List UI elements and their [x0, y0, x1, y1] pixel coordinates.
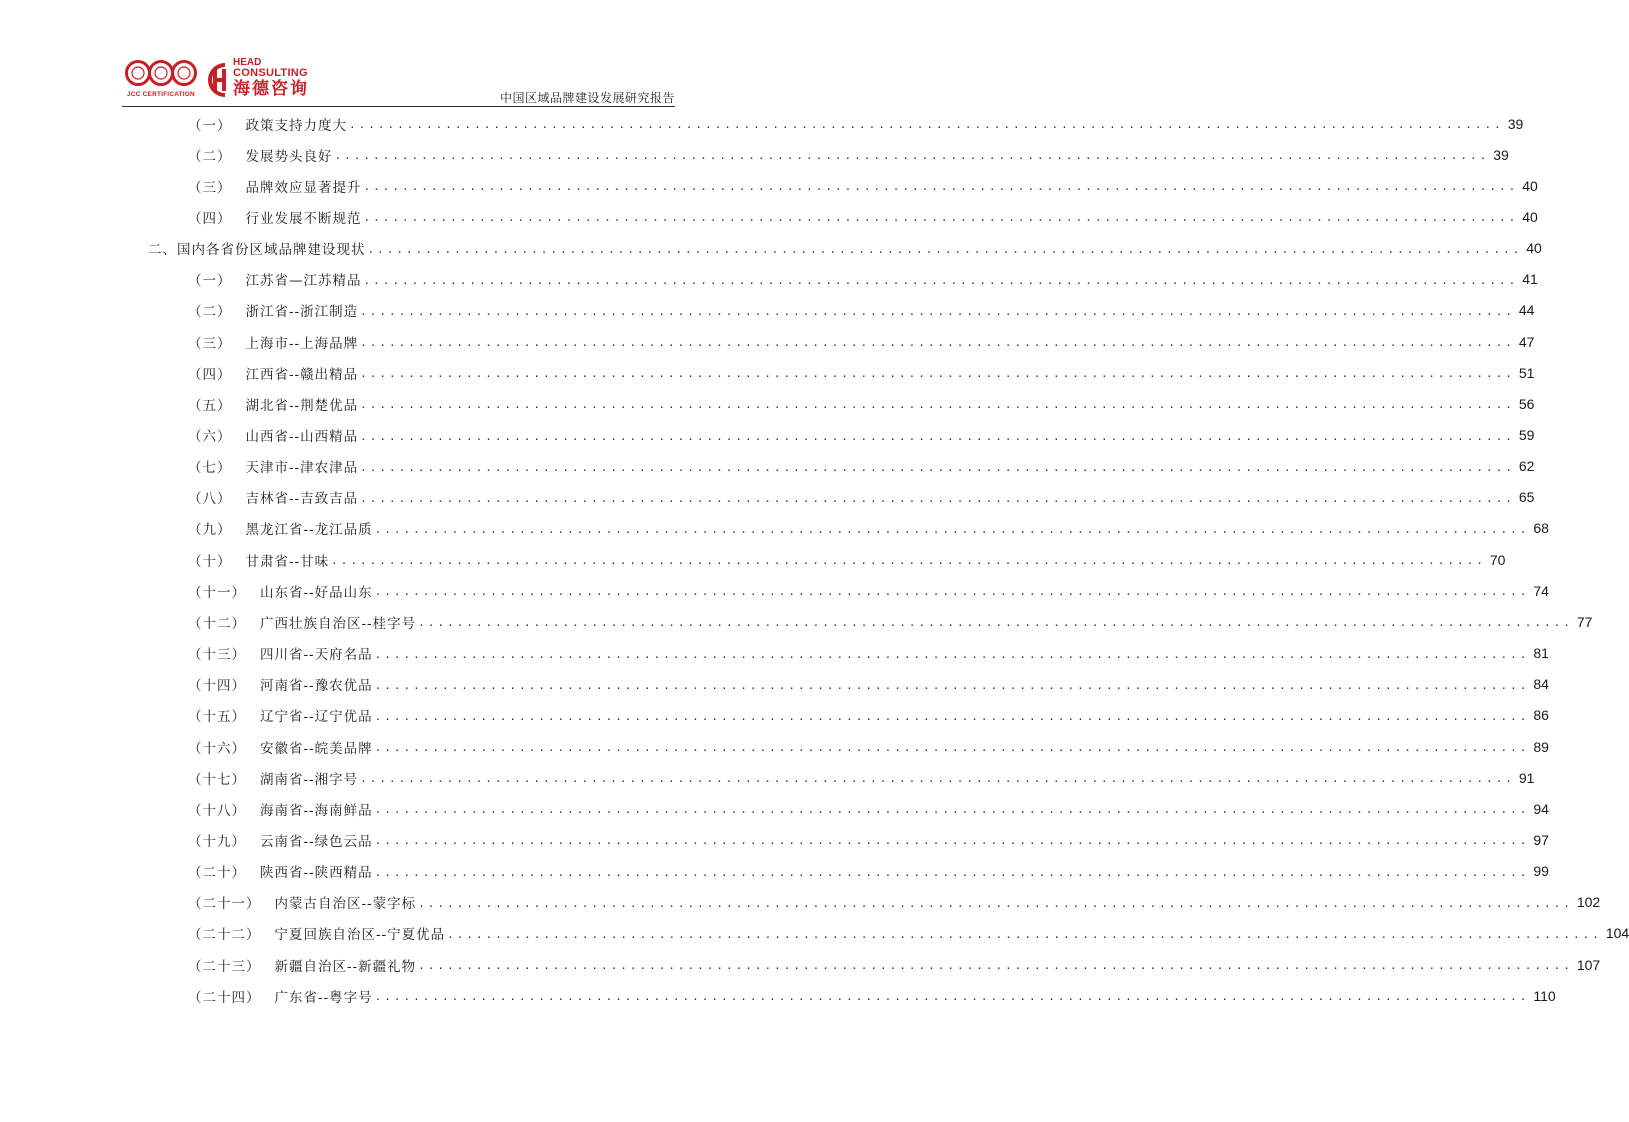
toc-entry-page-number: 104 — [1605, 925, 1629, 942]
toc-dot-leader: ........................................................................................................................ — [374, 709, 1530, 723]
toc-entry-page-number: 68 — [1533, 520, 1549, 537]
toc-entry-page-number: 56 — [1518, 395, 1535, 412]
toc-entry-title: 河南省--豫农优品 — [260, 678, 373, 695]
toc-dot-leader: ........................................................................................................................ — [360, 304, 1515, 318]
toc-entry[interactable] — [148, 233, 1542, 264]
toc-entry-number: （二） — [188, 148, 232, 165]
toc-entry-number: （四） — [188, 366, 232, 383]
toc-entry[interactable] — [188, 700, 1549, 731]
toc-entry-page-number: 89 — [1533, 738, 1549, 755]
toc-dot-leader: ........................................................................................................................ — [374, 803, 1530, 817]
toc-dot-leader: ........................................................................................................................ — [418, 616, 1573, 630]
toc-dot-leader: ........................................................................................................................ — [374, 522, 1530, 536]
toc-entry-number: 二、 — [148, 242, 177, 259]
toc-entry-number: （十九） — [188, 833, 246, 850]
toc-dot-leader: ........................................................................................................................ — [360, 772, 1515, 786]
toc-entry-title: 新疆自治区--新疆礼物 — [274, 958, 417, 975]
toc-entry-title: 广东省--粤字号 — [274, 989, 373, 1006]
toc-dot-leader: ........................................................................................................................ — [374, 741, 1530, 754]
toc-entry-title: 云南省--绿色云品 — [260, 833, 373, 850]
toc-entry-title: 宁夏回族自治区--宁夏优品 — [274, 927, 446, 944]
toc-dot-leader: ........................................................................................................................ — [418, 959, 1573, 973]
toc-dot-leader: ........................................................................................................................ — [374, 678, 1530, 692]
toc-entry-title: 政策支持力度大 — [245, 117, 347, 134]
toc-entry-page-number: 74 — [1533, 582, 1549, 599]
toc-entry[interactable] — [188, 793, 1549, 824]
toc-entry[interactable] — [188, 357, 1535, 388]
head-consulting-h-logo-icon — [205, 60, 233, 100]
triple-ring-logo-icon — [124, 58, 198, 92]
toc-dot-leader: ........................................................................................................................ — [447, 927, 1602, 941]
toc-entry-number: （二十二） — [188, 927, 261, 944]
toc-dot-leader: ........................................................................................................................ — [360, 460, 1515, 474]
toc-entry-number: （二十） — [188, 865, 246, 882]
toc-entry-page-number: 65 — [1518, 489, 1535, 506]
toc-entry[interactable] — [188, 482, 1535, 513]
brand-name-en-line1: HEAD — [233, 57, 262, 68]
toc-entry-title: 安徽省--皖美品牌 — [260, 740, 373, 757]
toc-entry-title: 山西省--山西精品 — [245, 429, 359, 445]
toc-entry[interactable] — [188, 638, 1549, 669]
toc-dot-leader: ........................................................................................................................ — [334, 149, 1490, 163]
toc-entry-page-number: 110 — [1533, 987, 1556, 1004]
toc-entry-number: （二） — [188, 304, 232, 321]
toc-entry[interactable] — [188, 980, 1556, 1011]
header-divider — [122, 106, 675, 107]
toc-dot-leader: ........................................................................................................................ — [374, 585, 1530, 599]
toc-entry-number: （四） — [188, 210, 232, 227]
jcc-certification-logo — [124, 58, 198, 102]
toc-dot-leader: ........................................................................................................................ — [363, 273, 1519, 287]
toc-entry-number: （十） — [188, 553, 232, 570]
toc-entry[interactable] — [188, 856, 1549, 887]
toc-entry-title: 海南省--海南鲜品 — [260, 802, 373, 819]
toc-entry[interactable] — [188, 731, 1549, 762]
toc-entry-number: （二十一） — [188, 896, 261, 913]
toc-entry-number: （二十四） — [188, 989, 261, 1006]
toc-entry-page-number: 91 — [1518, 769, 1535, 786]
toc-entry[interactable] — [188, 170, 1538, 201]
brand-name-cn: 海德咨询 — [233, 79, 309, 99]
toc-entry[interactable] — [188, 139, 1509, 170]
toc-entry-number: （二十三） — [188, 958, 261, 975]
toc-entry-page-number: 44 — [1518, 302, 1535, 319]
toc-entry[interactable] — [188, 451, 1535, 482]
toc-entry[interactable] — [188, 201, 1538, 232]
toc-entry-page-number: 99 — [1533, 863, 1549, 880]
toc-entry-title: 内蒙古自治区--蒙字标 — [274, 896, 417, 913]
toc-entry-title: 浙江省--浙江制造 — [245, 304, 359, 321]
toc-entry-number: （三） — [188, 179, 232, 196]
toc-entry-title: 广西壮族自治区--桂字号 — [260, 615, 417, 632]
toc-entry-page-number: 97 — [1533, 831, 1549, 848]
brand-name-en-line2: CONSULTING — [233, 67, 308, 79]
page-header — [0, 0, 793, 110]
toc-entry[interactable] — [188, 918, 1629, 949]
toc-entry-title: 辽宁省--辽宁优品 — [260, 709, 373, 726]
toc-entry-title: 甘肃省--甘味 — [245, 553, 330, 570]
toc-entry[interactable] — [188, 264, 1538, 295]
toc-entry-number: （五） — [188, 397, 232, 414]
toc-entry[interactable] — [188, 762, 1535, 793]
toc-entry-page-number: 86 — [1533, 707, 1549, 724]
toc-entry-page-number: 81 — [1533, 645, 1549, 662]
toc-entry-title: 品牌效应显著提升 — [245, 179, 362, 196]
toc-entry-page-number: 39 — [1493, 146, 1509, 163]
toc-entry-title: 行业发展不断规范 — [245, 210, 362, 227]
toc-entry[interactable] — [188, 108, 1524, 139]
toc-dot-leader: ........................................................................................................................ — [374, 865, 1530, 879]
toc-entry-page-number: 70 — [1489, 551, 1506, 568]
toc-entry-page-number: 84 — [1533, 676, 1549, 693]
toc-entry-title: 国内各省份区域品牌建设现状 — [177, 242, 366, 259]
toc-entry-page-number: 47 — [1518, 333, 1535, 350]
toc-entry-title: 黑龙江省--龙江品质 — [245, 522, 373, 539]
toc-entry-number: （一） — [188, 273, 232, 290]
toc-entry[interactable] — [188, 824, 1549, 855]
toc-entry[interactable] — [188, 513, 1549, 544]
toc-entry-page-number: 40 — [1522, 177, 1538, 194]
toc-dot-leader: ........................................................................................................................ — [331, 554, 1486, 568]
toc-entry-page-number: 59 — [1518, 427, 1535, 443]
toc-entry[interactable] — [188, 388, 1535, 419]
toc-entry-page-number: 51 — [1518, 364, 1535, 381]
toc-entry-title: 陕西省--陕西精品 — [260, 865, 373, 882]
toc-entry-title: 山东省--好品山东 — [260, 584, 373, 601]
toc-entry[interactable] — [188, 575, 1549, 606]
toc-dot-leader: ........................................................................................................................ — [360, 367, 1515, 381]
toc-dot-leader: ........................................................................................................................ — [367, 242, 1523, 256]
toc-dot-leader: ........................................................................................................................ — [363, 211, 1519, 225]
toc-entry-page-number: 94 — [1533, 800, 1549, 817]
toc-entry-page-number: 62 — [1518, 458, 1535, 475]
toc-dot-leader: ........................................................................................................................ — [374, 990, 1530, 1004]
toc-entry-number: （九） — [188, 522, 232, 539]
toc-entry-number: （七） — [188, 460, 232, 477]
toc-entry-page-number: 39 — [1507, 115, 1524, 132]
toc-entry[interactable] — [188, 949, 1601, 980]
toc-entry-number: （六） — [188, 429, 232, 445]
toc-entry-page-number: 40 — [1526, 240, 1542, 257]
toc-entry-title: 湖北省--荆楚优品 — [245, 397, 359, 414]
toc-entry-number: （十一） — [188, 584, 246, 601]
toc-dot-leader: ........................................................................................................................ — [360, 491, 1515, 505]
toc-entry[interactable] — [188, 295, 1535, 326]
toc-entry-page-number: 40 — [1522, 208, 1538, 225]
toc-dot-leader: ........................................................................................................................ — [363, 180, 1519, 194]
toc-dot-leader: ........................................................................................................................ — [360, 429, 1515, 443]
toc-dot-leader: ........................................................................................................................ — [360, 398, 1515, 412]
toc-entry-title: 四川省--天府名品 — [260, 647, 373, 664]
toc-dot-leader: ........................................................................................................................ — [360, 336, 1515, 350]
toc-entry[interactable] — [188, 544, 1506, 575]
toc-entry-number: （十四） — [188, 678, 246, 695]
jcc-logo-text: JCC CERTIFICATION — [127, 91, 195, 98]
toc-entry-number: （三） — [188, 335, 232, 352]
toc-entry-number: （八） — [188, 491, 232, 508]
toc-entry-title: 吉林省--吉致吉品 — [245, 491, 359, 508]
report-title: 中国区域品牌建设发展研究报告 — [499, 91, 675, 105]
toc-entry[interactable] — [188, 887, 1601, 918]
toc-entry[interactable] — [188, 606, 1593, 637]
toc-entry-title: 天津市--津农津品 — [245, 460, 359, 477]
toc-dot-leader: ........................................................................................................................ — [418, 896, 1573, 910]
toc-entry[interactable] — [188, 669, 1549, 700]
toc-entry-number: （十二） — [188, 615, 246, 632]
toc-entry-number: （十六） — [188, 740, 246, 757]
toc-entry-title: 湖南省--湘字号 — [260, 771, 359, 788]
toc-entry-title: 发展势头良好 — [245, 148, 333, 165]
toc-entry-page-number: 77 — [1576, 613, 1593, 630]
toc-dot-leader: ........................................................................................................................ — [374, 834, 1530, 848]
toc-entry-page-number: 102 — [1576, 894, 1601, 911]
toc-entry[interactable] — [188, 326, 1535, 357]
toc-entry[interactable] — [188, 420, 1535, 451]
toc-entry-title: 江苏省—江苏精品 — [245, 273, 362, 290]
toc-entry-number: （十五） — [188, 709, 246, 726]
toc-entry-page-number: 107 — [1576, 956, 1601, 973]
toc-dot-leader: ........................................................................................................................ — [349, 118, 1504, 131]
toc-dot-leader: ........................................................................................................................ — [374, 647, 1530, 661]
toc-entry-title: 江西省--赣出精品 — [245, 366, 359, 383]
toc-entry-number: （十七） — [188, 771, 246, 788]
toc-entry-title: 上海市--上海品牌 — [245, 335, 359, 352]
toc-entry-number: （十三） — [188, 647, 246, 664]
toc-entry-number: （一） — [188, 117, 232, 134]
toc-entry-number: （十八） — [188, 802, 246, 819]
toc-entry-page-number: 41 — [1522, 271, 1538, 288]
